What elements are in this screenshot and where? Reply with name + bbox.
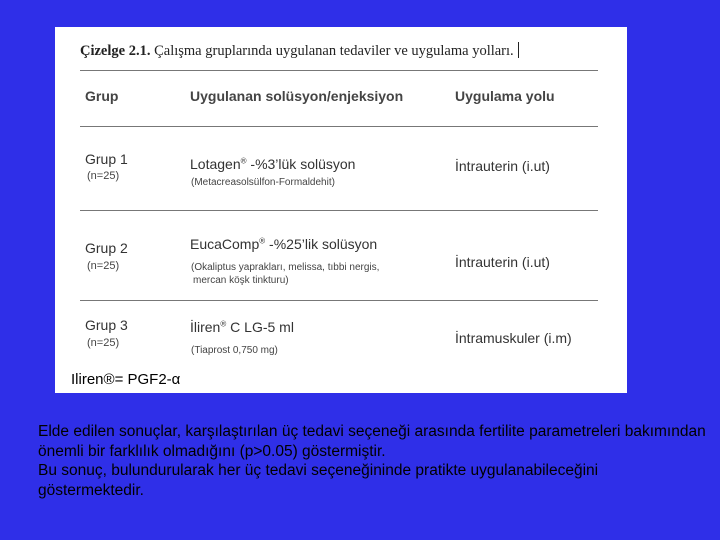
table-caption xyxy=(80,42,519,60)
row1-product: Lotagen® -%3’lük solüsyon xyxy=(190,156,356,172)
row3-composition: (Tiaprost 0,750 mg) xyxy=(191,345,278,356)
caption-text: Çalışma gruplarında uygulanan tedaviler ve uygulama yolları. xyxy=(154,43,514,59)
treatment-table-image xyxy=(55,27,627,393)
rule-top xyxy=(80,70,598,71)
row2-composition-1: (Okaliptus yaprakları, melissa, tıbbi nergis, xyxy=(191,262,380,273)
summary-line-1: Elde edilen sonuçlar, karşılaştırılan üç tedavi seçeneği arasında fertilite parametreleri bakımından önemli bir farklılık olmadığını (p>0.05) göstermiştir. xyxy=(38,423,706,460)
summary-text xyxy=(38,422,708,500)
rule-row2 xyxy=(80,300,598,301)
summary-line-2: Bu sonuç, bulundurularak her üç tedavi seçeneğininde pratikte uygulanabileceğini göstermektedir. xyxy=(38,462,599,499)
row3-product: İliren® C LG-5 ml xyxy=(190,319,294,335)
row2-n: (n=25) xyxy=(87,260,120,272)
row1-n: (n=25) xyxy=(87,170,120,182)
header-group: Grup xyxy=(85,88,119,104)
text-cursor xyxy=(518,42,519,58)
header-route: Uygulama yolu xyxy=(455,88,555,104)
row2-group: Grup 2 xyxy=(85,240,128,256)
row3-group: Grup 3 xyxy=(85,317,128,333)
header-solution: Uygulanan solüsyon/enjeksiyon xyxy=(190,88,404,104)
row2-route: İntrauterin (i.ut) xyxy=(455,254,550,270)
row1-group: Grup 1 xyxy=(85,151,128,167)
row3-n: (n=25) xyxy=(87,337,120,349)
row1-composition: (Metacreasolsülfon-Formaldehit) xyxy=(191,177,335,188)
row2-product: EucaComp® -%25’lik solüsyon xyxy=(190,236,378,252)
caption-label: Çizelge 2.1. xyxy=(80,43,151,59)
row1-route: İntrauterin (i.ut) xyxy=(455,158,550,174)
row3-route: İntramuskuler (i.m) xyxy=(455,330,572,346)
row2-composition-2: mercan köşk tinkturu) xyxy=(193,275,289,286)
footnote: Iliren®= PGF2-α xyxy=(71,371,181,388)
rule-row1 xyxy=(80,210,598,211)
rule-header xyxy=(80,126,598,127)
